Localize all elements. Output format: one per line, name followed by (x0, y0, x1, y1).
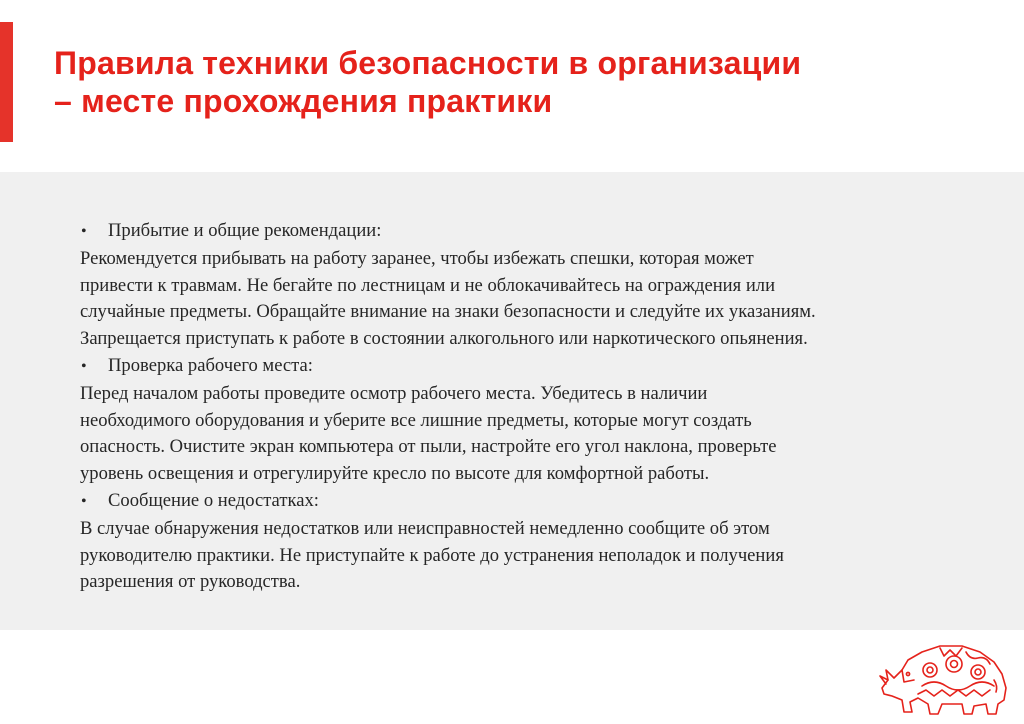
paragraph-line: руководителю практики. Не приступайте к работе до устранения неполадок и получения (80, 544, 784, 566)
paragraph-line: Запрещается приступать к работе в состоянии алкогольного или наркотического опьянения. (80, 328, 808, 350)
section-heading: Проверка рабочего места: (108, 354, 313, 376)
title-line: Правила техники безопасности в организации (54, 45, 802, 81)
paragraph-line: привести к травмам. Не бегайте по лестницам и не облокачивайтесь на ограждения или (80, 274, 776, 296)
paragraph-line: разрешения от руководства. (80, 571, 301, 593)
title-line: – месте прохождения практики (54, 83, 553, 119)
paragraph-line: опасность. Очистите экран компьютера от пыли, настройте его угол наклона, проверьте (80, 436, 777, 458)
bullet-icon: • (81, 492, 87, 510)
bullet-item (80, 218, 980, 246)
paragraph-line: Перед началом работы проведите осмотр рабочего места. Убедитесь в наличии (80, 382, 708, 404)
paragraph-line: В случае обнаружения недостатков или неисправностей немедленно сообщите об этом (80, 517, 770, 539)
paragraph-line: случайные предметы. Обращайте внимание на знаки безопасности и следуйте их указаниям. (80, 301, 816, 323)
bullet-item (80, 353, 980, 381)
accent-bar (0, 22, 13, 142)
bullet-icon: • (81, 223, 87, 240)
section-heading: Сообщение о недостатках: (108, 489, 319, 511)
bullet-item (80, 488, 980, 516)
content-panel (0, 172, 1024, 630)
paragraph-line: необходимого оборудования и уберите все лишние предметы, которые могут создать (80, 409, 752, 431)
content-text (80, 218, 980, 596)
bullet-icon: • (81, 357, 87, 375)
paragraph-line: уровень освещения и отрегулируйте кресло по высоте для комфортной работы. (80, 463, 710, 485)
rhino-logo-icon (878, 640, 1012, 718)
section-heading: Прибытие и общие рекомендации: (108, 220, 382, 241)
slide-title (54, 44, 1004, 120)
paragraph-line: Рекомендуется прибывать на работу заранее, чтобы избежать спешки, которая может (80, 247, 754, 269)
